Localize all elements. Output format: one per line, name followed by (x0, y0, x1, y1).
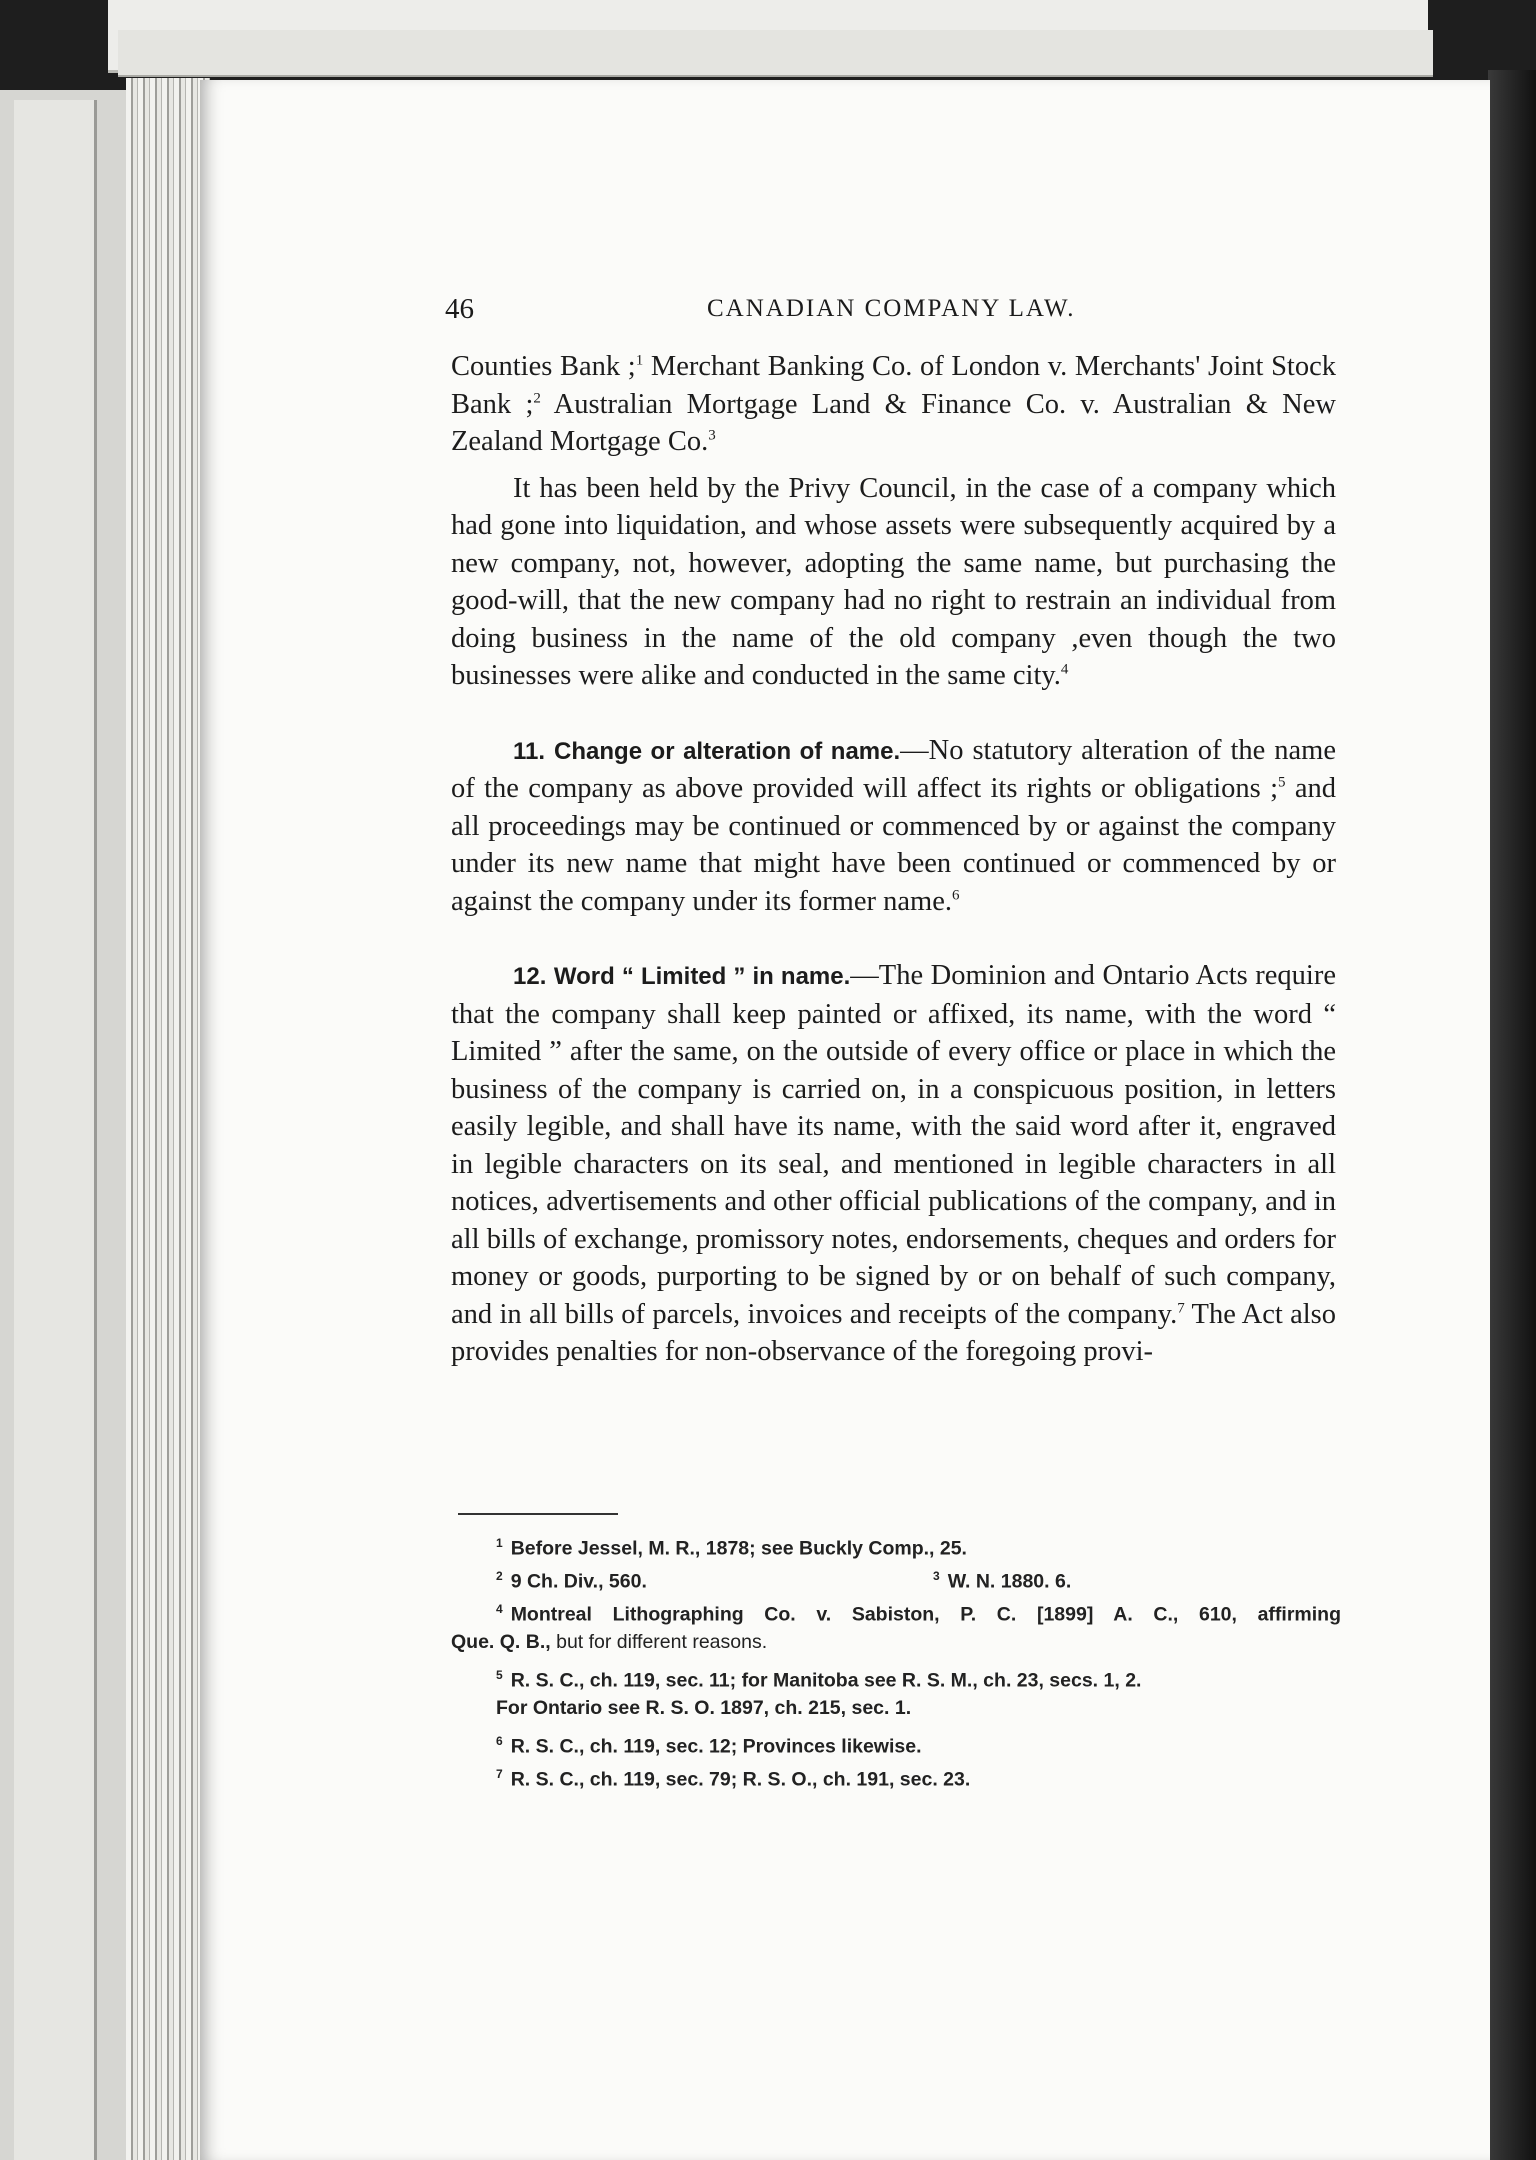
footnote-text: For Ontario see R. S. O. 1897, ch. 215, sec. 1. (496, 1697, 912, 1719)
section-number: 12. (513, 963, 547, 990)
footnote-text: 9 Ch. Div., 560. (510, 1570, 647, 1593)
footnote-mark: 4 (496, 1602, 503, 1616)
section-heading: Change or alteration of name. (554, 737, 901, 765)
text-run: —No statutory alteration of the name of the company as above provided will affect its rights or obligations ; (451, 734, 1336, 804)
footnote-text: Que. Q. B., (451, 1631, 551, 1653)
background-page-stack-left-inner (14, 100, 97, 2160)
footnote-mark: 2 (496, 1569, 503, 1583)
section-heading: Word “ Limited ” in name. (553, 963, 851, 990)
footnote-mark: 3 (933, 1569, 940, 1583)
footnote-ref: 7 (1177, 1300, 1185, 1316)
body-text (451, 348, 1336, 1371)
text-run: The Act also provides penalties for non-observance of the foregoing provi- (451, 1298, 1337, 1367)
paragraph-privy-council (451, 470, 1336, 695)
footnote-text: Before Jessel, M. R., 1878; see Buckly Comp., 25. (510, 1537, 967, 1560)
footnote-ref: 5 (1278, 774, 1286, 791)
background-page-stack-top-inner (118, 30, 1433, 77)
running-title: CANADIAN COMPANY LAW. (707, 295, 1076, 322)
footnote-ref: 2 (533, 390, 541, 406)
text-run: —The Dominion and Ontario Acts require that the company shall keep painted or affixed, its name, with the word “ Limited ” after the same, on the outside of every office or place in which the business of the company is carried on, in a conspicuous position, in letters easily legible, and shall have its name, with the said word after it, engraved in legible characters on its seal, and mentioned in legible characters in all notices, advertisements and other official publications of the company, and in all bills of exchange, promissory notes, endorsements, cheques and orders for money or goods, purporting to be signed by or on behalf of such company, and in all bills of parcels, invoices and receipts of the company. (451, 960, 1336, 1330)
text-run: and all proceedings may be continued or commenced by or against the company under its new name that might have been continued or commenced by or against the company under its former name. (451, 773, 1337, 917)
footnotes (451, 1527, 1341, 1791)
footnote-mark: 1 (496, 1536, 503, 1550)
scan-right-shadow (1488, 70, 1536, 2160)
page-header (445, 293, 1330, 333)
footnote-ref: 1 (635, 352, 644, 369)
footnote-text: Montreal Lithographing Co. v. Sabiston, P. C. [1899] A. C., 610, affirming (510, 1603, 1341, 1626)
paragraph-case-list (451, 348, 1336, 461)
footnote-text: R. S. C., ch. 119, sec. 79; R. S. O., ch. 191, sec. 23. (510, 1768, 971, 1791)
footnote-text: but for different reasons. (550, 1631, 768, 1653)
footnote-7 (451, 1758, 1341, 1791)
footnote-5-continued (451, 1692, 1341, 1725)
footnote-2-3 (451, 1560, 1341, 1593)
book-page-edges (126, 78, 210, 2160)
footnote-ref: 3 (708, 427, 716, 444)
footnote-divider (458, 1513, 618, 1515)
section-11 (451, 732, 1336, 921)
footnote-ref: 4 (1060, 661, 1069, 678)
footnote-6 (451, 1725, 1341, 1758)
text-run: It has been held by the Privy Council, in the case of a company which had gone into liquidation, and whose assets were subsequently acquired by a new company, not, however, adopting the same name, but purchasing the good-will, that the new company had no right to restrain an individual from doing business in the name of the old company ,even though the two businesses were alike and conducted in the same city. (451, 472, 1336, 691)
footnote-mark: 5 (496, 1668, 503, 1682)
footnote-1 (451, 1527, 1341, 1560)
section-12 (451, 957, 1336, 1371)
footnote-5 (451, 1659, 1341, 1692)
footnote-4-continued (451, 1626, 1341, 1659)
footnote-text: W. N. 1880. 6. (947, 1570, 1072, 1593)
footnote-text: R. S. C., ch. 119, sec. 11; for Manitoba see R. S. M., ch. 23, secs. 1, 2. (510, 1669, 1142, 1692)
footnote-4 (451, 1593, 1341, 1626)
text-run: Australian Mortgage Land & Finance Co. v. Australian & New Zealand Mortgage Co. (451, 388, 1336, 457)
footnote-ref: 6 (951, 887, 960, 903)
footnote-mark: 7 (496, 1767, 503, 1781)
page-number: 46 (445, 293, 474, 325)
text-run: Counties Bank ; (451, 351, 636, 382)
text-run: Merchant Banking Co. of London v. Merchants' Joint Stock Bank ; (451, 351, 1336, 420)
footnote-text: R. S. C., ch. 119, sec. 12; Provinces likewise. (510, 1735, 922, 1758)
footnote-mark: 6 (496, 1734, 503, 1748)
section-number: 11. (513, 737, 546, 765)
